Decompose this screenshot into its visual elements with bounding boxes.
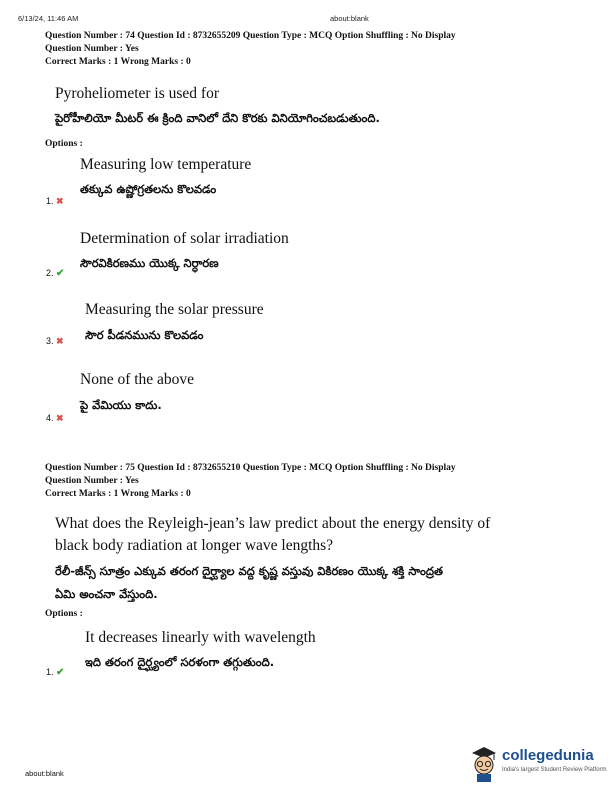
check-icon: ✔ xyxy=(56,268,65,279)
q74-option-4-en: None of the above xyxy=(80,371,195,388)
q75-question-te-line1: రేలీ-జీన్స్ సూత్రం ఎక్కువ తరంగ దైర్ఘ్యాల వద్ద కృష్ణ వస్తువు వికిరణం యొక్క శక్తి సాంద్రత xyxy=(55,564,443,578)
q74-meta-line3: Correct Marks : 1 Wrong Marks : 0 xyxy=(45,57,191,67)
q74-option-1-te: తక్కువ ఉష్ణోగ్రతలను కొలవడం xyxy=(80,182,217,196)
option-number: 3. xyxy=(46,336,54,346)
q75-question-en xyxy=(55,513,490,557)
cross-icon: ✖ xyxy=(56,413,64,423)
q75-meta xyxy=(45,462,456,501)
q74-meta xyxy=(45,30,456,69)
q75-options-label: Options : xyxy=(45,609,83,619)
mascot-icon xyxy=(468,745,500,783)
print-url: about:blank xyxy=(330,14,369,23)
q75-question-en-line1: What does the Reyleigh-jean’s law predict about the energy density of xyxy=(55,515,491,532)
q74-option-2-te: సౌరవికిరణము యొక్క నిర్ధారణ xyxy=(80,256,219,270)
option-number: 1. xyxy=(46,196,54,206)
q74-meta-line2: Question Number : Yes xyxy=(45,44,139,54)
q75-meta-line1: Question Number : 75 Question Id : 8732655210 Question Type : MCQ Option Shuffling : No Display xyxy=(45,463,456,473)
q74-option-3-te: సౌర పీడనమును కొలవడం xyxy=(85,328,204,342)
q74-option-3-marker xyxy=(46,336,64,347)
q75-option-1-en: It decreases linearly with wavelength xyxy=(85,629,316,646)
q75-question-te xyxy=(55,560,443,606)
q75-meta-line3: Correct Marks : 1 Wrong Marks : 0 xyxy=(45,489,191,499)
q75-question-en-line2: black body radiation at longer wave lengths? xyxy=(55,537,334,554)
q74-question-te: పైరోహీలియో మీటర్ ఈ క్రింది వానిలో దేని కొరకు వినియోగించబడుతుంది. xyxy=(55,111,380,125)
q75-question-te-line2: ఏమి అంచనా వేస్తుంది. xyxy=(55,587,158,601)
q75-option-1-marker xyxy=(46,667,64,678)
check-icon: ✔ xyxy=(56,667,65,678)
q74-option-4-marker xyxy=(46,413,64,424)
print-datetime: 6/13/24, 11:46 AM xyxy=(18,14,79,23)
q74-options-label: Options : xyxy=(45,139,83,149)
q74-option-1-en: Measuring low temperature xyxy=(80,156,252,173)
q75-option-1-te: ఇది తరంగ దైర్ఘ్యంలో సరళంగా తగ్గుతుంది. xyxy=(85,655,275,669)
option-number: 1. xyxy=(46,667,54,677)
brand-name: collegedunia xyxy=(502,747,594,764)
option-number: 4. xyxy=(46,413,54,423)
q74-option-3-en: Measuring the solar pressure xyxy=(85,301,264,318)
cross-icon: ✖ xyxy=(56,196,64,206)
footer-url: about:blank xyxy=(25,769,64,778)
option-number: 2. xyxy=(46,268,54,278)
q75-meta-line2: Question Number : Yes xyxy=(45,476,139,486)
q74-question-en: Pyroheliometer is used for xyxy=(55,85,220,102)
q74-option-2-en: Determination of solar irradiation xyxy=(80,230,289,247)
q74-option-2-marker xyxy=(46,268,64,279)
q74-option-4-te: పై వేమియు కాదు. xyxy=(80,398,162,412)
cross-icon: ✖ xyxy=(56,336,64,346)
q74-option-1-marker xyxy=(46,196,64,207)
brand-tagline: India's largest Student Review Platform xyxy=(502,767,607,773)
q74-meta-line1: Question Number : 74 Question Id : 8732655209 Question Type : MCQ Option Shuffling : No Display xyxy=(45,31,456,41)
brand-logo xyxy=(468,745,610,785)
